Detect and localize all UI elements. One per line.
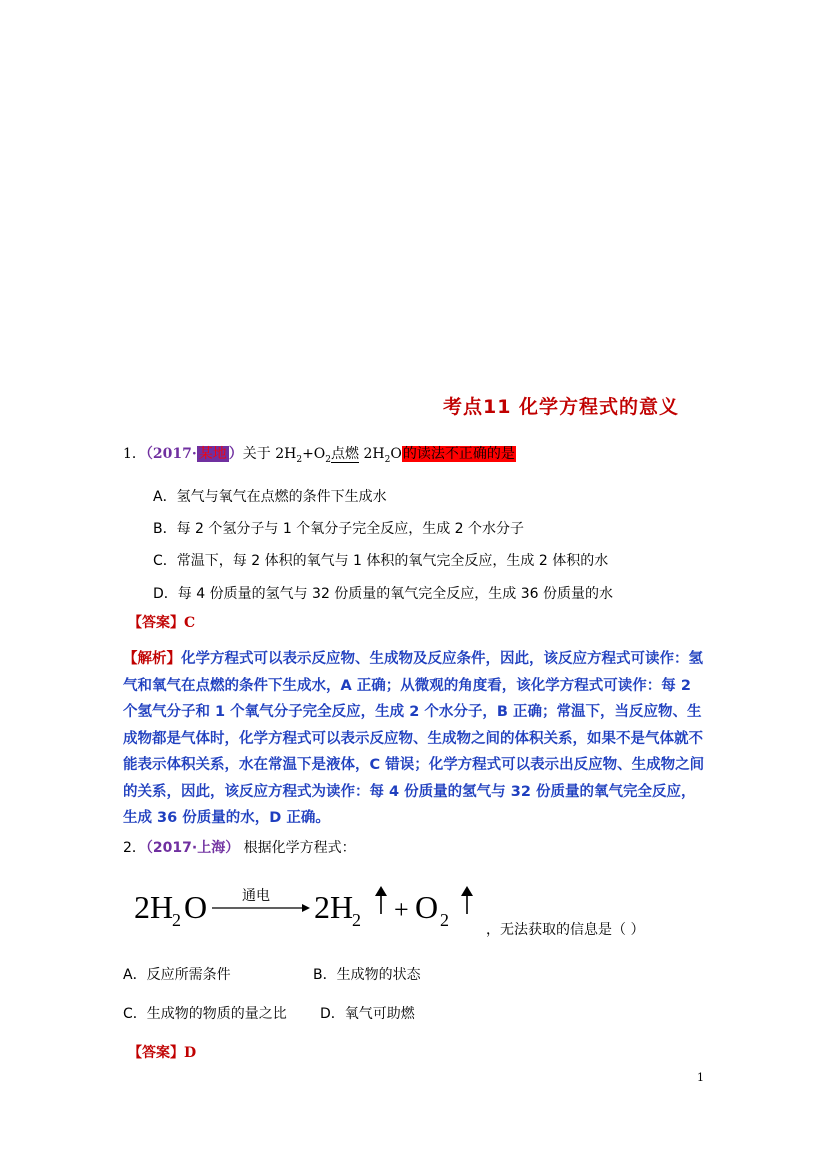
svg-text:2: 2 <box>172 910 181 930</box>
analysis-1 <box>123 646 707 832</box>
section-title: 考点11 化学方程式的意义 <box>443 396 680 418</box>
question-2-tail: ，无法获取的信息是（ ） <box>486 922 645 938</box>
q2-option-d: D．氧气可助燃 <box>320 1006 415 1022</box>
question-1-stem: 1．（2017· 某地 ）关于 $2H_2+O_2$点燃 $2H_2O$的读法不正确的是 <box>123 446 515 465</box>
answer-1 <box>128 612 195 632</box>
svg-text:2: 2 <box>440 910 449 930</box>
option-c: C．常温下，每 2 体积的氧气与 1 体积的氧气完全反应，生成 2 体积的水 <box>153 553 609 569</box>
question-2-stem <box>123 837 356 857</box>
question-number: 1． <box>123 446 146 462</box>
question-number: 2． <box>123 840 146 856</box>
svg-text:2: 2 <box>352 910 361 930</box>
answer-label: 【答案】 <box>128 615 184 631</box>
q2-option-a: A．反应所需条件 <box>123 967 231 983</box>
option-b: B．每 2 个氢分子与 1 个氧分子完全反应，生成 2 个水分子 <box>153 521 525 537</box>
equation-part-d: O <box>390 446 402 462</box>
equation-condition: 通电 <box>242 888 270 904</box>
question-source-region: 某地 <box>198 446 227 462</box>
analysis-text: 化学方程式可以表示反应物、生成物及反应条件，因此，该反应方程式可读作：氢气和氧气在点燃的条件下生成水，A 正确；从微观的角度看，该化学方程式可读作：每 2 个氢气分子和 1 个氧气分子完全反应，生成 2 个水分子，B 正确；常温下，当反应物、生成物都是气体时，化学方程式可以表示反应物、生成物之间的体积关系，如果不是气体就不能表示体积关系，水在常温下是液体，C 错误；化学方程式可以表示出反应物、生成物之间的关系，因此，该反应方程式为读作：每 4 份质量的氢气与 32 份质量的氧气完全反应，生成 36 份质量的水，D 正确。 <box>123 651 705 826</box>
equation-part-c: 2H <box>359 446 385 462</box>
equation-part-a: 关于 2H <box>242 446 297 462</box>
option-a: A．氢气与氧气在点燃的条件下生成水 <box>153 489 387 505</box>
reaction-condition: 点燃 <box>331 446 360 462</box>
svg-text:O: O <box>415 889 439 925</box>
q2-option-c: C．生成物的物质的量之比 <box>123 1006 287 1022</box>
question-highlight: 的读法不正确的是 <box>402 446 515 462</box>
analysis-label: 【解析】 <box>123 651 181 667</box>
svg-text:O: O <box>184 889 208 925</box>
svg-text:2H: 2H <box>314 889 354 925</box>
equation-part-b: +O <box>302 446 326 462</box>
answer-label: 【答案】 <box>128 1045 184 1061</box>
q2-option-b: B．生成物的状态 <box>313 967 421 983</box>
option-d: D．每 4 份质量的氢气与 32 份质量的氧气完全反应，生成 36 份质量的水 <box>153 586 614 602</box>
question-source-open: （2017· <box>145 446 197 462</box>
svg-text:2H: 2H <box>134 889 174 925</box>
answer-2 <box>128 1042 196 1062</box>
svg-text:+: + <box>394 895 409 924</box>
question-text: 根据化学方程式： <box>243 840 356 856</box>
answer-value: D <box>184 1045 197 1061</box>
chemical-equation <box>130 872 490 932</box>
question-source-close: ） <box>228 446 243 462</box>
page-number: 1 <box>697 1071 704 1084</box>
answer-value: C <box>184 615 196 631</box>
question-source: （2017·上海） <box>145 840 240 856</box>
